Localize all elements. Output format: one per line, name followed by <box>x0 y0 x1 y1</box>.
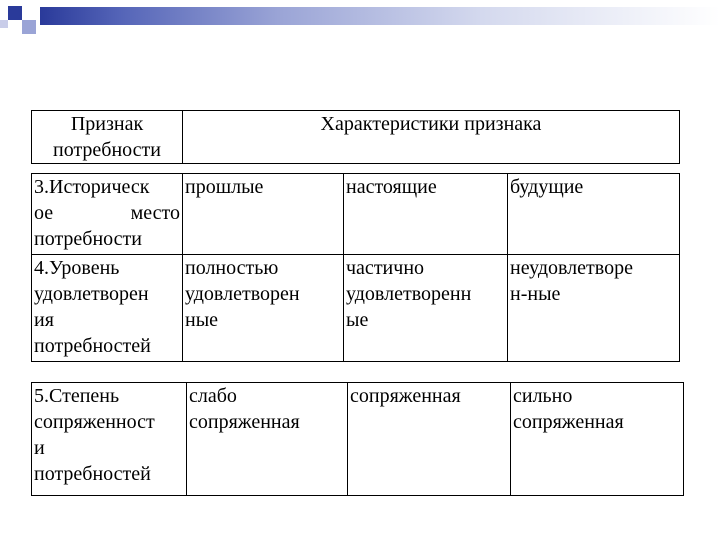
row-sign-cell <box>32 383 187 496</box>
row-value-cell <box>508 174 680 255</box>
row-value-line: полностью <box>185 257 279 279</box>
table-row <box>32 174 680 255</box>
row-sign-line: потребностей <box>34 463 151 485</box>
row-value-cell <box>508 255 680 362</box>
table-body-lower <box>31 382 684 496</box>
row-value-line: сопряженная <box>189 411 300 433</box>
row-sign-line: удовлетворен <box>34 283 149 305</box>
header-col-sign-line: потребности <box>53 139 161 161</box>
decor-gradient-bar <box>40 7 720 25</box>
row-value-line: прошлые <box>185 176 264 198</box>
row-sign-line: 3.Историческ <box>34 176 150 198</box>
row-sign-line: сопряженност <box>34 411 155 433</box>
table-row <box>32 255 680 362</box>
decor-square-light <box>22 20 36 34</box>
row-value-line: н-ные <box>510 283 561 305</box>
row-value-line: удовлетворен <box>185 283 300 305</box>
row-value-line: ые <box>346 309 369 331</box>
row-value-line: неудовлетворе <box>510 257 633 279</box>
row-value-cell <box>348 383 511 496</box>
row-sign-line: 5.Степень <box>34 385 120 407</box>
row-sign-line: потребности <box>34 228 142 250</box>
header-col-sign-line: Признак <box>70 113 144 135</box>
row-sign-cell <box>32 255 183 362</box>
table-header <box>31 110 680 164</box>
row-value-line: настоящие <box>346 176 437 198</box>
row-sign-line: и <box>34 437 45 459</box>
row-value-cell <box>344 174 508 255</box>
table-header-row <box>32 111 680 164</box>
row-value-line: слабо <box>189 385 237 407</box>
row-value-cell <box>511 383 684 496</box>
row-value-cell <box>344 255 508 362</box>
row-value-line: удовлетворенн <box>346 283 472 305</box>
table-body <box>31 173 680 362</box>
decor-square-dark <box>8 6 22 20</box>
table-row <box>32 383 684 496</box>
row-value-line: сопряженная <box>350 385 461 407</box>
row-value-line: частично <box>346 257 425 279</box>
row-value-cell <box>187 383 348 496</box>
row-value-cell <box>183 255 344 362</box>
row-sign-line: ия <box>34 309 54 331</box>
row-value-line: сопряженная <box>513 411 624 433</box>
header-col-sign <box>32 111 183 164</box>
decor-square-light-2 <box>0 20 8 28</box>
header-col-characteristics-label: Характеристики признака <box>320 113 542 135</box>
row-sign-cell <box>32 174 183 255</box>
row-value-line: сильно <box>513 385 573 407</box>
row-sign-line: потребностей <box>34 335 151 357</box>
header-col-characteristics <box>183 111 680 164</box>
row-sign-line: ое место <box>34 202 180 224</box>
row-sign-line: 4.Уровень <box>34 257 120 279</box>
row-value-line: ные <box>185 309 219 331</box>
title-decoration <box>0 0 720 40</box>
row-value-line: будущие <box>510 176 584 198</box>
row-value-cell <box>183 174 344 255</box>
